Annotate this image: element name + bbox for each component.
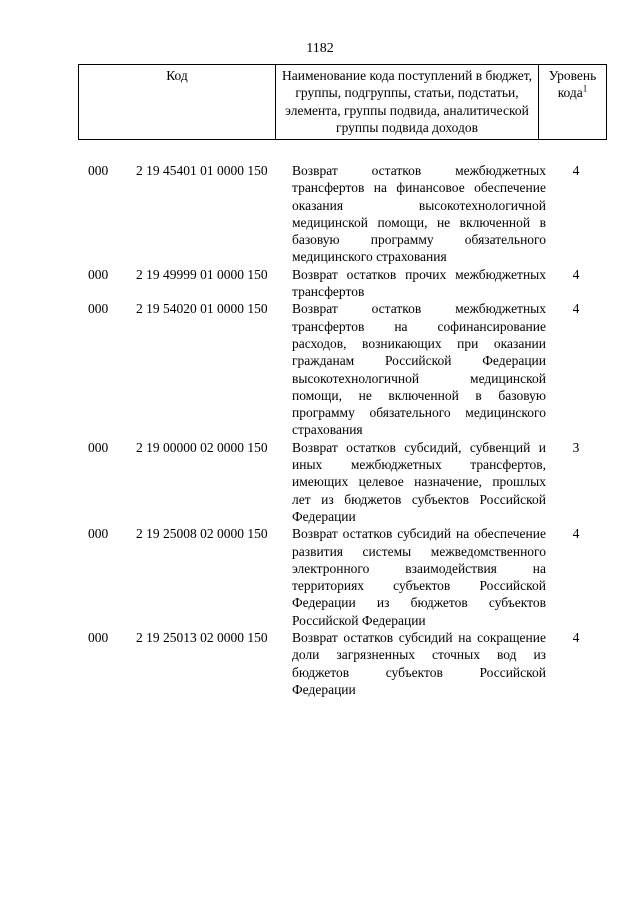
row-code: 2 19 25008 02 0000 150	[136, 526, 268, 542]
row-name: Возврат остатков субсидий, субвенций и иных межбюджетных трансфертов, имеющих целевое назначение, прошлых лет из бюджетов субъектов Российской Федерации	[292, 439, 546, 524]
row-name: Возврат остатков межбюджетных трансфертов на финансовое обеспечение оказания высокотехнологичной медицинской помощи, не включенной в базовую программу обязательного медицинского страхования	[292, 163, 546, 265]
header-level-footnote: 1	[582, 83, 588, 94]
header-code	[79, 65, 276, 140]
header-level-label: Уровень кода	[548, 68, 597, 101]
row-prefix: 000	[88, 266, 109, 282]
row-code: 2 19 00000 02 0000 150	[136, 439, 268, 455]
page-number: 1182	[306, 41, 334, 56]
row-level: 3	[572, 439, 580, 455]
row-level: 4	[572, 630, 580, 646]
table-row	[0, 162, 640, 266]
row-name: Возврат остатков субсидий на сокращение доли загрязненных сточных вод из бюджетов субъектов Российской Федерации	[292, 630, 546, 697]
row-name: Возврат остатков прочих межбюджетных трансфертов	[292, 266, 546, 300]
row-level: 4	[572, 163, 580, 178]
row-prefix: 000	[88, 163, 109, 178]
row-code: 2 19 45401 01 0000 150	[136, 163, 268, 178]
table-body	[0, 162, 640, 698]
row-prefix: 000	[88, 630, 109, 646]
table-row	[0, 629, 640, 698]
row-code: 2 19 49999 01 0000 150	[136, 266, 268, 282]
header-level	[539, 65, 607, 140]
table-row	[0, 439, 640, 525]
row-code: 2 19 54020 01 0000 150	[136, 301, 268, 317]
table-row	[0, 525, 640, 629]
row-level: 4	[572, 526, 580, 542]
row-prefix: 000	[88, 439, 109, 455]
row-code: 2 19 25013 02 0000 150	[136, 630, 268, 646]
row-name: Возврат остатков межбюджетных трансфертов на софинансирование расходов, возникающих при оказании гражданам Российской Федерации высокотехнологичной медицинской помощи, не включенной в базовую программу обязательного медицинского страхования	[292, 301, 546, 438]
row-level: 4	[572, 301, 580, 317]
header-name-label: Наименование кода поступлений в бюджет, группы, подгруппы, статьи, подстатьи, элемента, группы подвида, аналитической группы подвида доходов	[281, 68, 532, 135]
table-row	[0, 300, 640, 438]
table-row	[0, 266, 640, 301]
row-level: 4	[572, 266, 580, 282]
row-name: Возврат остатков субсидий на обеспечение развития системы межведомственного электронного взаимодействия на территориях субъектов Российской Федерации из бюджетов субъектов Российской Федерации	[292, 526, 546, 628]
header-name	[276, 65, 539, 140]
row-prefix: 000	[88, 526, 109, 542]
header-code-label: Код	[166, 68, 188, 83]
table-header	[78, 64, 607, 140]
row-prefix: 000	[88, 301, 109, 317]
